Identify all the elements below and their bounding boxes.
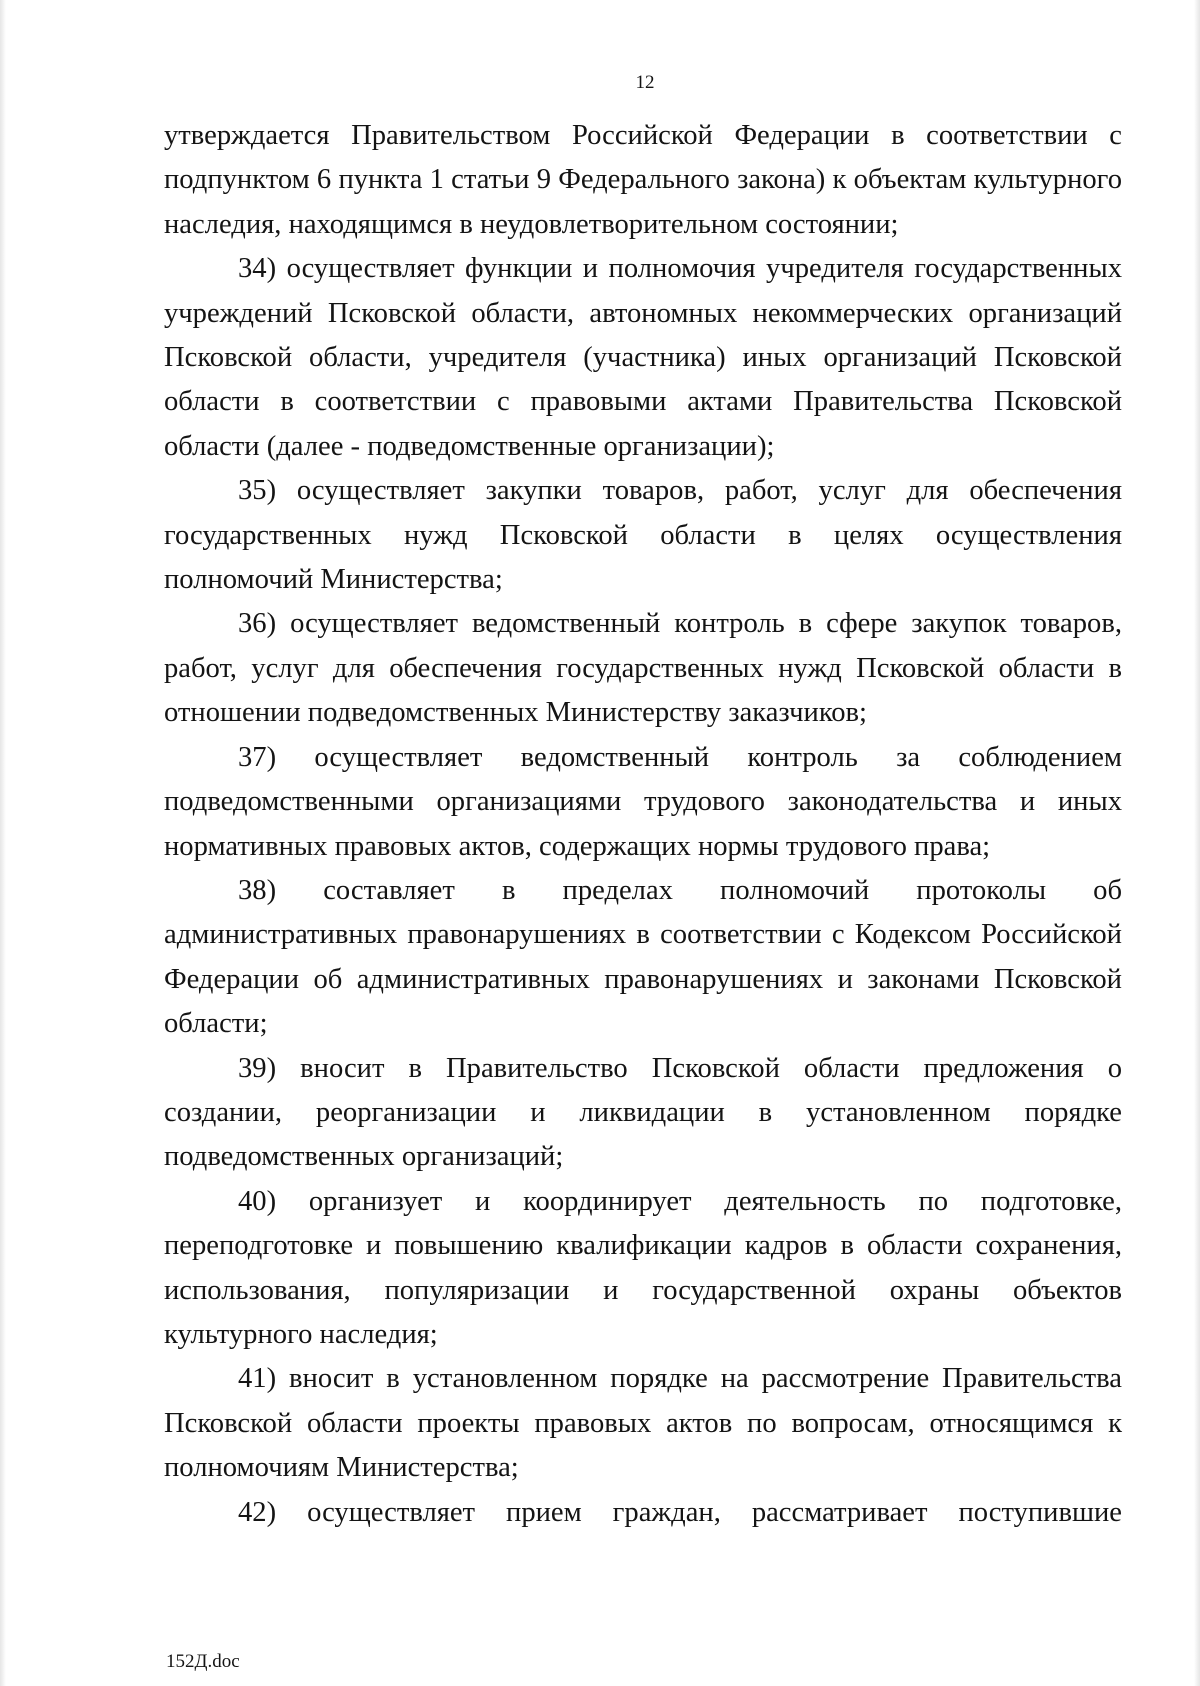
paragraph-item-39: 39) вносит в Правительство Псковской области предложения о создании, реорганизации и ликвидации в установленном порядке подведомственных организаций; xyxy=(164,1052,1122,1173)
scan-edge-left xyxy=(0,0,6,1686)
paragraph-item-36: 36) осуществляет ведомственный контроль в сфере закупок товаров, работ, услуг для обеспечения государственных нужд Псковской области в отношении подведомственных Министерству заказчиков; xyxy=(164,608,1122,729)
paragraph-item-37: 37) осуществляет ведомственный контроль за соблюдением подведомственными организациями трудового законодательства и иных нормативных правовых актов, содержащих нормы трудового права; xyxy=(164,741,1122,862)
document-body xyxy=(164,114,1122,1535)
paragraph-item-42: 42) осуществляет прием граждан, рассматривает поступившие xyxy=(238,1496,1122,1528)
paragraph-item-41: 41) вносит в установленном порядке на рассмотрение Правительства Псковской области проекты правовых актов по вопросам, относящимся к полномочиям Министерства; xyxy=(164,1363,1122,1484)
scan-edge-right xyxy=(1194,0,1200,1686)
paragraph-item-40: 40) организует и координирует деятельность по подготовке, переподготовке и повышению квалификации кадров в области сохранения, использования, популяризации и государственной охраны объектов культурного наследия; xyxy=(164,1185,1122,1350)
page-number: 12 xyxy=(635,72,655,93)
paragraph-item-34: 34) осуществляет функции и полномочия учредителя государственных учреждений Псковской области, автономных некоммерческих организаций Псковской области, учредителя (участника) иных организаций Псковской области в соответствии с правовыми актами Правительства Псковской области (далее - подведомственные организации); xyxy=(164,253,1122,462)
paragraph-item-38: 38) составляет в пределах полномочий протоколы об административных правонарушениях в соответствии с Кодексом Российской Федерации об административных правонарушениях и законами Псковской области; xyxy=(164,874,1122,1040)
footer-filename: 152Д.doc xyxy=(166,1651,240,1672)
paragraph-item-35: 35) осуществляет закупки товаров, работ, услуг для обеспечения государственных нужд Псковской области в целях осуществления полномочий Министерства; xyxy=(164,475,1122,596)
paragraph-continuation: утверждается Правительством Российской Федерации в соответствии с подпунктом 6 пункта 1 статьи 9 Федерального закона) к объектам культурного наследия, находящимся в неудовлетворительном состоянии; xyxy=(164,120,1122,240)
